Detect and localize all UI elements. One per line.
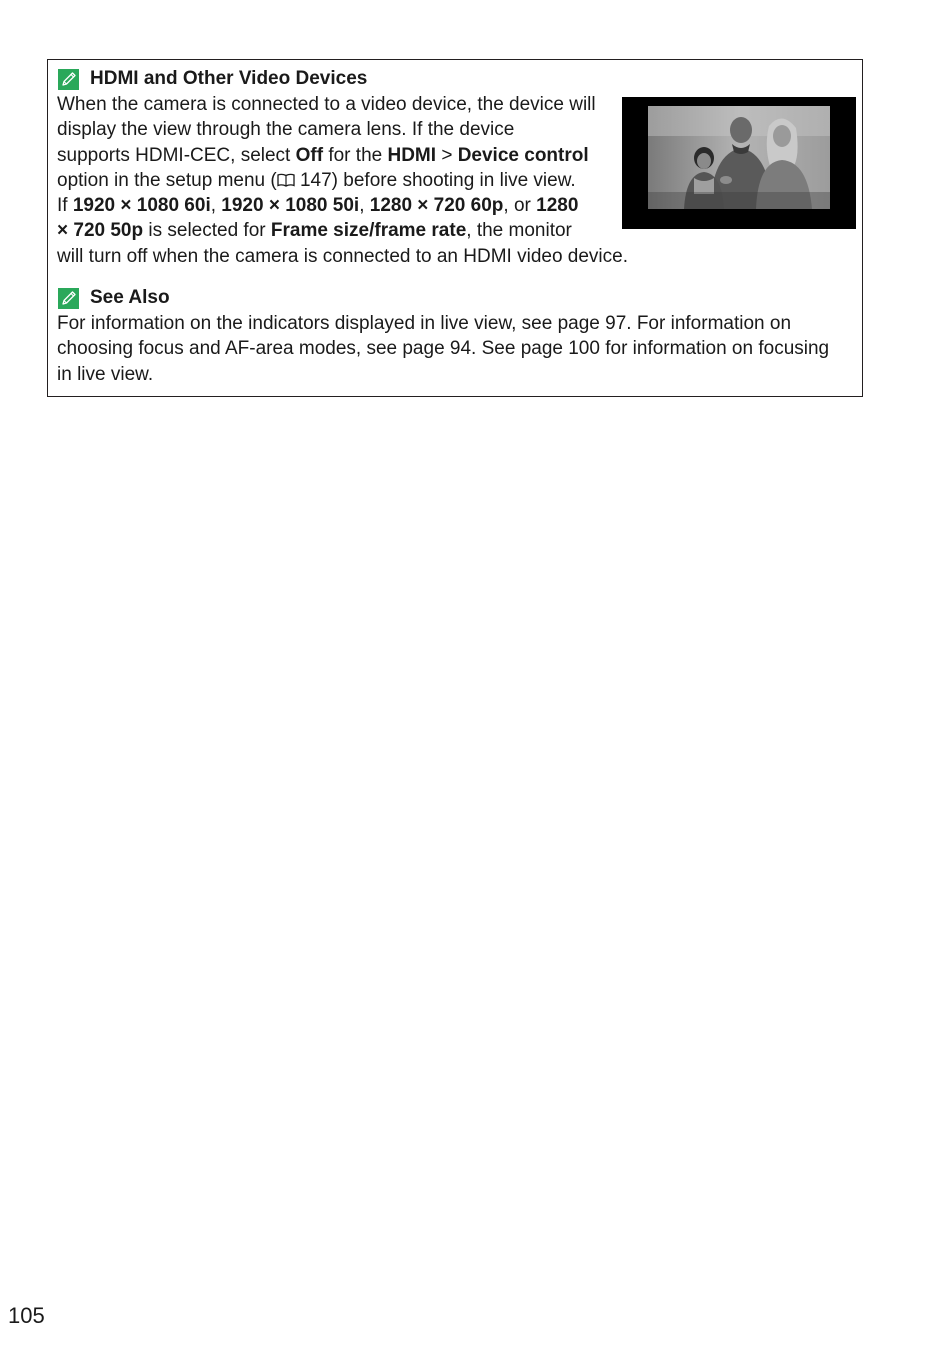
- video-monitor-illustration: [622, 97, 856, 229]
- book-icon: [277, 169, 295, 194]
- see-also-line: in live view.: [57, 363, 154, 385]
- live-view-photo: [648, 106, 830, 209]
- hdmi-note-line: option in the setup menu ( 147) before shooting in live view.: [57, 168, 628, 193]
- pencil-icon: [58, 69, 79, 90]
- see-also-heading: [58, 287, 170, 309]
- menu-device-control: Device control: [457, 144, 589, 166]
- hdmi-note-heading: [58, 68, 367, 90]
- notes-box: [47, 59, 863, 397]
- hdmi-note-line: will turn off when the camera is connected to an HDMI video device.: [57, 245, 628, 267]
- hdmi-note-line: × 720 50p is selected for Frame size/frame rate, the monitor: [57, 220, 572, 242]
- page-number: 105: [8, 1303, 45, 1328]
- pencil-icon: [58, 288, 79, 309]
- see-also-body: [57, 311, 829, 387]
- hdmi-note-line: display the view through the camera lens. If the device: [57, 119, 515, 141]
- see-also-line: For information on the indicators displayed in live view, see page 97. For information on: [57, 313, 792, 334]
- hdmi-note-line: supports HDMI-CEC, select Off for the HDMI > Device control: [57, 144, 589, 166]
- hdmi-note-body: [57, 92, 628, 269]
- see-also-title: See Also: [90, 287, 170, 308]
- see-also-line: choosing focus and AF-area modes, see page 94. See page 100 for information on focusing: [57, 338, 830, 360]
- menu-option-off: Off: [295, 144, 324, 166]
- hdmi-note-title: HDMI and Other Video Devices: [90, 68, 368, 89]
- menu-hdmi: HDMI: [387, 144, 437, 166]
- hdmi-note-line: If 1920 × 1080 60i, 1920 × 1080 50i, 1280 × 720 60p, or 1280: [57, 195, 579, 217]
- menu-frame-size: Frame size/frame rate: [270, 220, 467, 242]
- hdmi-note-line: When the camera is connected to a video device, the device will: [57, 94, 596, 115]
